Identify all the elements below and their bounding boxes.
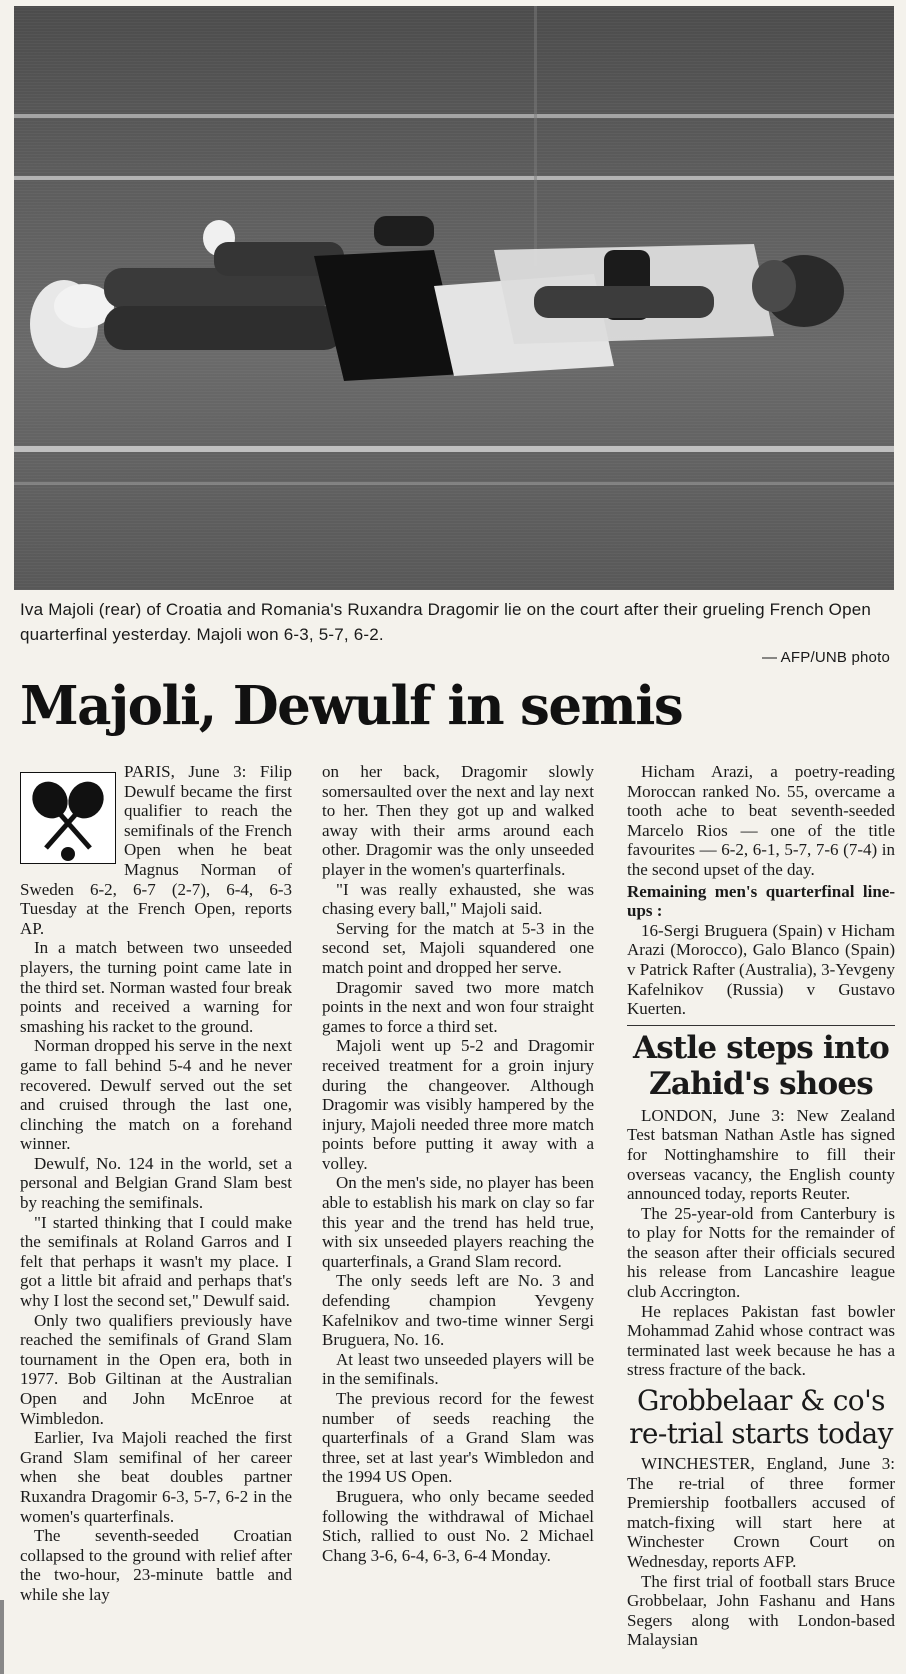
paragraph: The previous record for the fewest number of seeds reaching the quarterfinals of a Grand Slam was three, set at last year's Wimbledon and the 1994 US Open. <box>322 1389 594 1487</box>
paragraph: "I started thinking that I could make the semifinals at Roland Garros and I felt that perhaps it wasn't my place. I got a little bit afraid and perhaps that's why I lost the second set," Dewulf said. <box>20 1212 292 1311</box>
paragraph: Dragomir saved two more match points in the next and won four straight games to force a third set. <box>322 977 594 1036</box>
paragraph: The seventh-seeded Croatian collapsed to the ground with relief after the two-hour, 23-minute battle and while she lay <box>20 1526 292 1604</box>
paragraph: At least two unseeded players will be in the semifinals. <box>322 1349 594 1389</box>
article-column-3 <box>627 762 895 1650</box>
lineups-text: 16-Sergi Bruguera (Spain) v Hicham Arazi (Morocco), Galo Blanco (Spain) v Patrick Rafter (Australia), 3-Yevgeny Kafelnikov (Russia) v Gustavo Kuerten. <box>627 920 895 1019</box>
paragraph: "I was really exhausted, she was chasing every ball," Majoli said. <box>322 879 594 919</box>
paragraph: Majoli went up 5-2 and Dragomir received treatment for a groin injury during the changeover. Although Dragomir was visibly hampered by the injury, Majoli needed three more match points before putting it away with a volley. <box>322 1036 594 1173</box>
tennis-rackets-icon <box>20 772 116 864</box>
photo-credit: — AFP/UNB photo <box>761 649 890 666</box>
paragraph: Only two qualifiers previously have reached the semifinals of Grand Slam tournament in the Open era, both in 1977. Bob Giltinan at the Australian Open and John McEnroe at Wimbledon. <box>20 1310 292 1428</box>
page-edge-mark <box>0 1600 4 1674</box>
astle-headline: Astle steps into Zahid's shoes <box>627 1025 895 1102</box>
paragraph: In a match between two unseeded players, the turning point came late in the third set. Norman wasted four break points and received a warning for smashing his racket to the ground. <box>20 938 292 1036</box>
lineups-heading: Remaining men's quarterfinal line-ups : <box>627 881 895 921</box>
paragraph: on her back, Dragomir slowly somersaulted over the next and lay next to her. Then they got up and walked away with their arms around each other. Dragomir was the only unseeded player in the women's quarterfinals. <box>322 762 594 879</box>
paragraph: The only seeds left are No. 3 and defending champion Yevgeny Kafelnikov and two-time winner Sergi Bruguera, No. 16. <box>322 1271 594 1350</box>
paragraph: Hicham Arazi, a poetry-reading Moroccan ranked No. 55, overcame a tooth ache to beat seventh-seeded Marcelo Rios — one of the title favourites — 6-2, 6-1, 5-7, 7-6 (7-4) in the second upset of the day. <box>627 762 895 879</box>
paragraph: Bruguera, who only became seeded following the withdrawal of Michael Stich, rallied to oust No. 2 Michael Chang 3-6, 6-4, 6-3, 6-4 Monday. <box>322 1486 594 1565</box>
paragraph: Norman dropped his serve in the next game to fall behind 5-4 and he never recovered. Dewulf served out the set and cruised through the last one, clinching the match on a forehand winner. <box>20 1036 292 1154</box>
paragraph: He replaces Pakistan fast bowler Mohammad Zahid whose contract was terminated last week because he has a stress fracture of the back. <box>627 1301 895 1380</box>
paragraph: LONDON, June 3: New Zealand Test batsman Nathan Astle has signed for Nottinghamshire to fill their overseas vacancy, the English county announced today, reports Reuter. <box>627 1105 895 1204</box>
caption-text: Iva Majoli (rear) of Croatia and Romania's Ruxandra Dragomir lie on the court after their grueling French Open quarterfinal yesterday. Majoli won 6-3, 5-7, 6-2. <box>20 600 872 644</box>
photo-caption <box>20 597 890 670</box>
lead-paragraph: PARIS, June 3: Filip Dewulf became the first qualifier to reach the semifinals of the French Open when he beat Magnus Norman of Sweden 6-2, 6-7 (2-7), 6-4, 6-3 Tuesday at the French Open, reports AP. <box>20 762 292 938</box>
paragraph: WINCHESTER, England, June 3: The re-trial of three former Premiership footballers accused of match-fixing will start here at Winchester Crown Court on Wednesday, reports AFP. <box>627 1454 895 1571</box>
paragraph: On the men's side, no player has been able to establish his mark on clay so far this year and the trend has held true, with six unseeded players reaching the quarterfinals, a Grand Slam record. <box>322 1173 594 1271</box>
grobbelaar-headline: Grobbelaar & co's re-trial starts today <box>629 1384 893 1451</box>
paragraph: Dewulf, No. 124 in the world, set a personal and Belgian Grand Slam best by reaching the semifinals. <box>20 1153 292 1213</box>
paragraph: The first trial of football stars Bruce Grobbelaar, John Fashanu and Hans Segers along with London-based Malaysian <box>627 1571 895 1650</box>
article-column-1 <box>20 762 292 1605</box>
news-photo <box>14 6 894 590</box>
photo-illustration <box>14 6 894 590</box>
paragraph: Serving for the match at 5-3 in the second set, Majoli squandered one match point and dropped her serve. <box>322 918 594 977</box>
article-column-2 <box>322 762 594 1565</box>
paragraph: The 25-year-old from Canterbury is to play for Notts for the remainder of the season after their officials secured his release from Lancashire league club Accrington. <box>627 1203 895 1302</box>
paragraph: Earlier, Iva Majoli reached the first Grand Slam semifinal of her career when she beat doubles partner Ruxandra Dragomir 6-3, 5-7, 6-2 in the women's quarterfinals. <box>20 1428 292 1526</box>
main-headline: Majoli, Dewulf in semis <box>20 675 683 737</box>
